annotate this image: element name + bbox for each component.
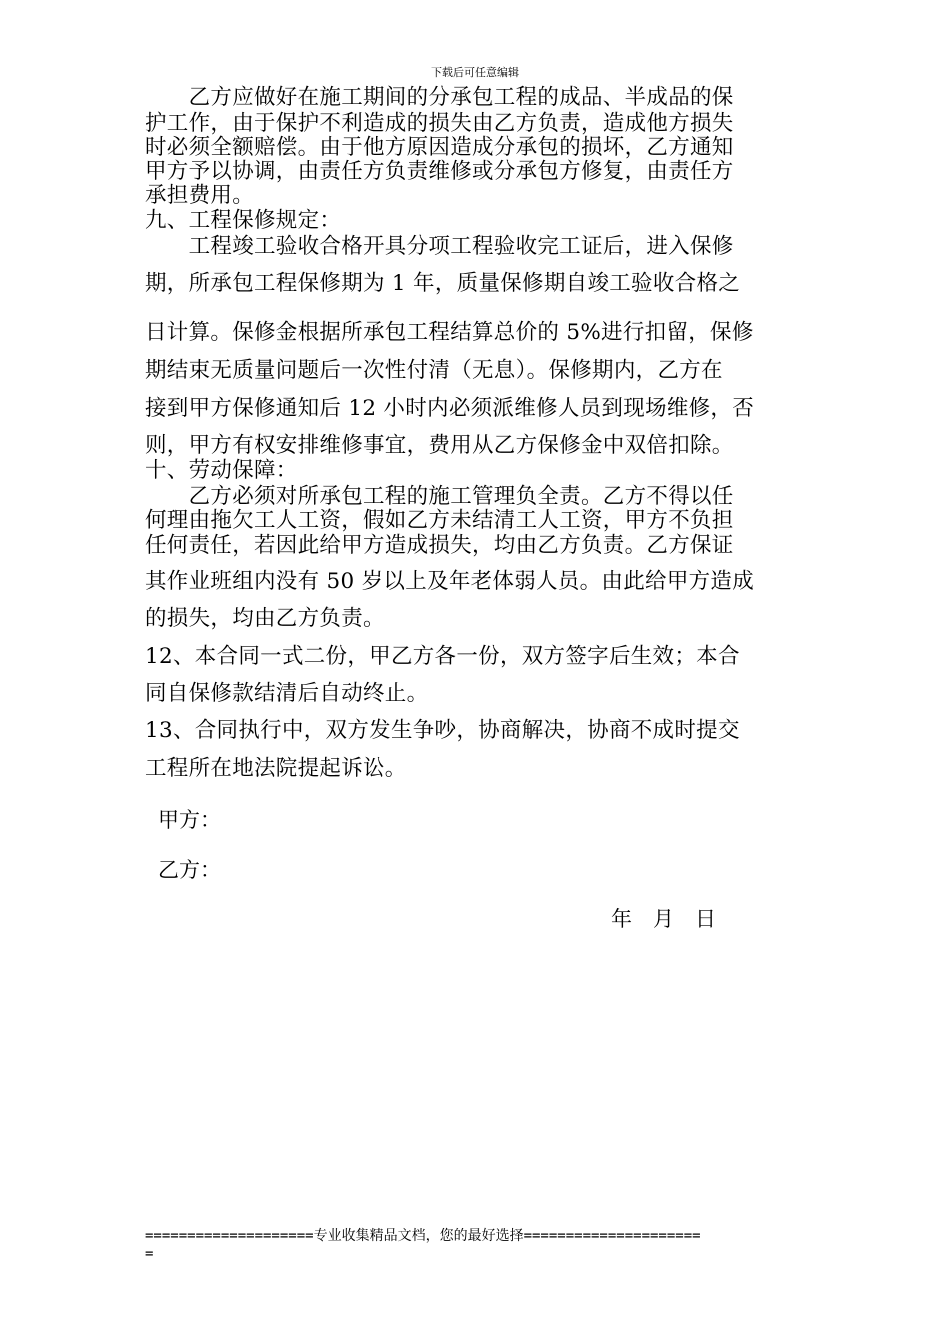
date-label: 年 月 日	[611, 907, 716, 931]
footer-banner-continuation: =	[145, 1246, 154, 1262]
paragraph-line: 日计算。保修金根据所承包工程结算总价的 5%进行扣留，保修	[145, 320, 754, 345]
paragraph-line: 时必须全额赔偿。由于他方原因造成分承包的损坏，乙方通知	[145, 135, 734, 160]
footer-banner: ====================专业收集精品文档，您的最好选择=====================	[145, 1228, 701, 1244]
paragraph-line: 其作业班组内没有 50 岁以上及年老体弱人员。由此给甲方造成	[145, 569, 755, 594]
paragraph-line: 何理由拖欠工人工资，假如乙方未结清工人工资，甲方不负担	[145, 508, 734, 533]
paragraph-line: 工程竣工验收合格开具分项工程验收完工证后，进入保修	[145, 234, 734, 259]
paragraph-line: 同自保修款结清后自动终止。	[145, 681, 429, 706]
paragraph-line: 承担费用。	[145, 183, 255, 208]
section-heading: 十、劳动保障：	[145, 458, 298, 483]
paragraph-line: 13、合同执行中，双方发生争吵，协商解决，协商不成时提交	[145, 718, 740, 743]
page-header: 下载后可任意编辑	[431, 66, 519, 79]
paragraph-line: 期结束无质量问题后一次性付清（无息）。保修期内，乙方在	[145, 358, 723, 383]
paragraph-line: 护工作，由于保护不利造成的损失由乙方负责，造成他方损失	[145, 111, 734, 136]
paragraph-line: 则，甲方有权安排维修事宜，费用从乙方保修金中双倍扣除。	[145, 433, 734, 458]
paragraph-line: 的损失，均由乙方负责。	[145, 606, 385, 631]
section-heading: 九、工程保修规定：	[145, 208, 342, 233]
paragraph-line: 12、本合同一式二份，甲乙方各一份，双方签字后生效；本合	[145, 644, 740, 669]
paragraph-line: 任何责任，若因此给甲方造成损失，均由乙方负责。乙方保证	[145, 533, 734, 558]
paragraph-line: 乙方必须对所承包工程的施工管理负全责。乙方不得以任	[145, 484, 734, 509]
paragraph-line: 接到甲方保修通知后 12 小时内必须派维修人员到现场维修，否	[145, 396, 755, 421]
paragraph-line: 乙方应做好在施工期间的分承包工程的成品、半成品的保	[145, 85, 734, 110]
paragraph-line: 工程所在地法院提起诉讼。	[145, 756, 407, 781]
paragraph-line: 期，所承包工程保修期为 1 年，质量保修期自竣工验收合格之	[145, 271, 741, 296]
party-b-signature-label: 乙方：	[158, 858, 221, 882]
party-a-signature-label: 甲方：	[158, 808, 221, 832]
paragraph-line: 甲方予以协调，由责任方负责维修或分承包方修复，由责任方	[145, 159, 734, 184]
